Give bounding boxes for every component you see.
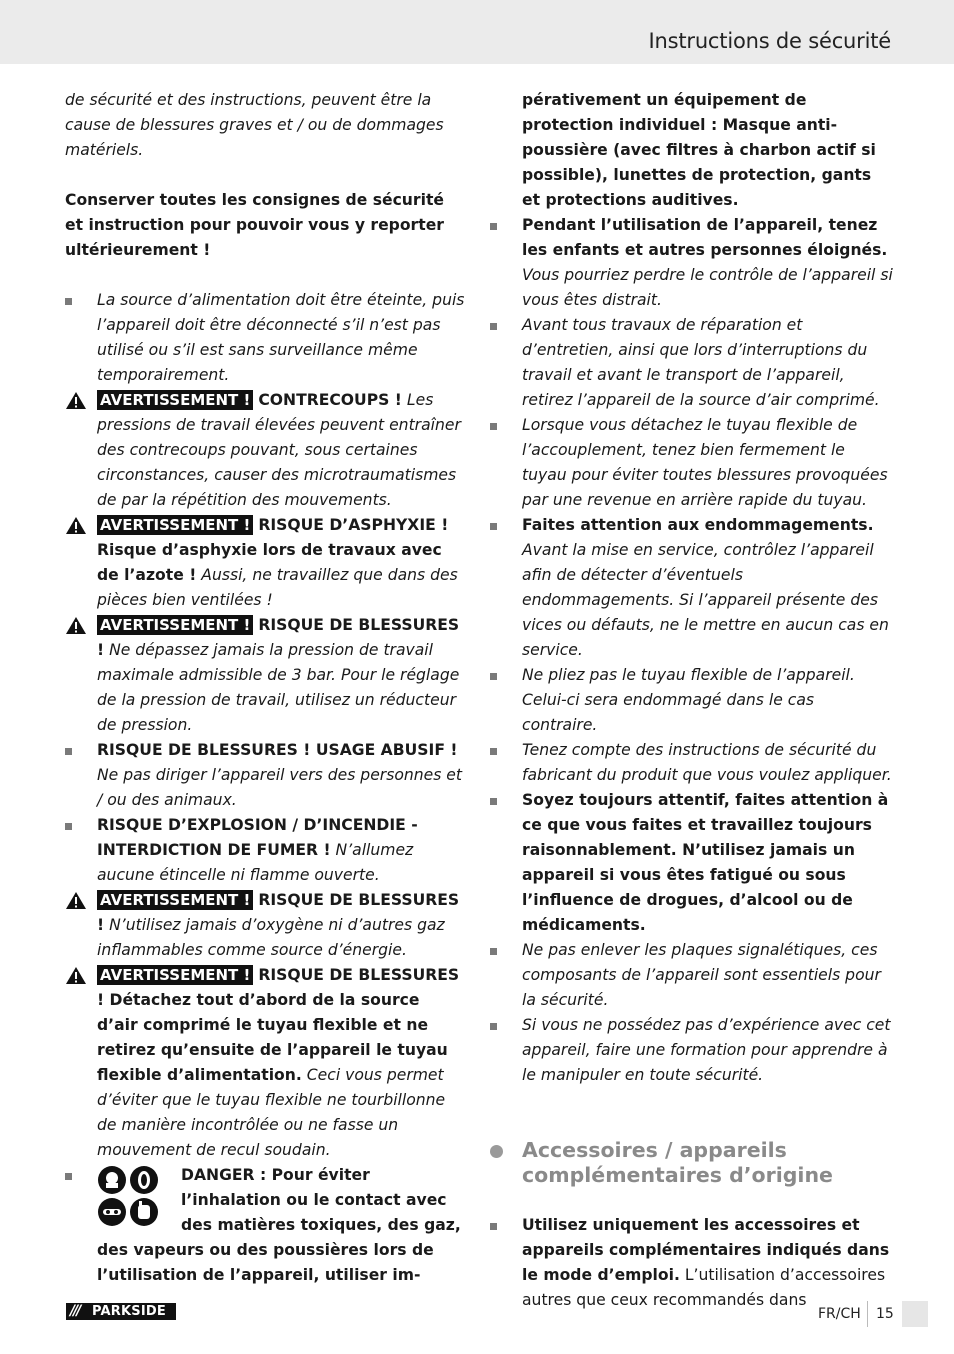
list-item	[490, 413, 894, 513]
section-heading	[490, 1138, 894, 1188]
warning-item	[65, 963, 465, 1163]
warning-item	[65, 613, 465, 738]
left-column	[65, 88, 465, 1288]
bullet-icon	[490, 323, 497, 330]
warning-triangle-icon	[65, 966, 87, 985]
manufacturer-text: Tenez compte des instructions de sécurité du fabricant du produit que vous voulez appliquer.	[522, 741, 892, 784]
page-number: 15	[876, 1306, 894, 1322]
list-item	[490, 513, 894, 663]
warning-label: AVERTISSEMENT !	[97, 965, 253, 985]
bullet-icon	[65, 298, 72, 305]
logo-slashes-icon: ///	[70, 1303, 80, 1319]
children-heading: Pendant l’utilisation de l’appareil, tenez les enfants et autres personnes éloignés.	[522, 216, 888, 259]
training-text: Si vous ne possédez pas d’expérience avec cet appareil, faire une formation pour apprendre à le manipuler en toute sécurité.	[522, 1016, 891, 1084]
list-item	[490, 663, 894, 738]
warning-label: AVERTISSEMENT !	[97, 390, 253, 410]
brand-logo	[66, 1303, 176, 1320]
section-bullet-icon	[490, 1145, 503, 1158]
warning-triangle-icon	[65, 391, 87, 410]
bullet-icon	[490, 1223, 497, 1230]
warning-item	[65, 388, 465, 513]
warning-heading: RISQUE DE BLESSURES ! Détachez tout d’abord de la source d’air comprimé le tuyau flexible et ne retirez qu’ensuite de l’appareil le tuyau flexible d’alimentation.	[97, 966, 460, 1084]
warning-item	[65, 888, 465, 963]
footer-tab-marker	[902, 1301, 928, 1327]
damage-text: Avant la mise en service, contrôlez l’appareil afin de détecter d’éventuels endommagements. Si l’appareil présente des vices ou défauts, ne le mettre en aucun cas en service.	[522, 541, 889, 659]
warning-triangle-icon	[65, 616, 87, 635]
list-item	[65, 813, 465, 888]
damage-heading: Faites attention aux endommagements.	[522, 516, 874, 534]
warning-label: AVERTISSEMENT !	[97, 615, 253, 635]
danger-item	[65, 1163, 465, 1288]
bullet-icon	[490, 798, 497, 805]
fold-text: Ne pliez pas le tuyau flexible de l’appareil. Celui-ci sera endommagé dans le cas contraire.	[522, 666, 855, 734]
ppe-icons	[97, 1165, 159, 1227]
locale-label: FR/CH	[818, 1306, 861, 1322]
footer-divider	[867, 1301, 868, 1327]
children-text: Vous pourriez perdre le contrôle de l’appareil si vous êtes distrait.	[522, 266, 893, 309]
accessories-heading: Utilisez uniquement les accessoires et appareils complémentaires indiqués dans le mode d’emploi.	[522, 1216, 890, 1284]
explosion-heading: RISQUE D’EXPLOSION / D’INCENDIE - INTERDICTION DE FUMER !	[97, 816, 418, 859]
bullet-icon	[490, 948, 497, 955]
list-item	[490, 213, 894, 313]
hose-text: Lorsque vous détachez le tuyau flexible de l’accouplement, tenez bien fermement le tuyau pour éviter toutes blessures provoquées par une revenue en arrière rapide du tuyau.	[522, 416, 888, 509]
warning-item	[65, 513, 465, 613]
list-item	[490, 738, 894, 788]
plates-text: Ne pas enlever les plaques signalétiques, ces composants de l’appareil sont essentiels pour la sécurité.	[522, 941, 881, 1009]
bullet-icon	[490, 748, 497, 755]
section-title: Accessoires / appareils complémentaires d’origine	[522, 1138, 833, 1187]
warning-heading: RISQUE DE BLESSURES !	[97, 616, 460, 659]
warning-heading: RISQUE DE BLESSURES !	[97, 891, 460, 934]
list-item	[490, 88, 894, 213]
bullet-icon	[490, 423, 497, 430]
list-item	[490, 938, 894, 1013]
warning-text: Ne dépassez jamais la pression de travail maximale admissible de 3 bar. Pour le réglage de la pression de travail, utilisez un réducteur de pression.	[97, 641, 460, 734]
warning-heading: RISQUE D’ASPHYXIE ! Risque d’asphyxie lors de travaux avec de l’azote !	[97, 516, 449, 584]
warning-text: Les pressions de travail élevées peuvent entraîner des contrecoups pouvant, sous certaines circonstances, causer des microtraumatismes de par la répétition des mouvements.	[97, 391, 461, 509]
list-item	[490, 313, 894, 413]
bullet-icon	[65, 823, 72, 830]
explosion-text: N’allumez aucune étincelle ni flamme ouverte.	[97, 841, 414, 884]
attentive-text: Soyez toujours attentif, faites attention à ce que vous faites et travaillez toujours raisonnablement. N’utilisez jamais un appareil si vous êtes fatigué ou sous l’influence de drogues, d’alcool ou de médicaments.	[522, 791, 889, 934]
danger-text: DANGER : Pour éviter l’inhalation ou le contact avec des matières toxiques, des gaz, des vapeurs ou des poussières lors de l’utilisation de l’appareil, utiliser im-	[97, 1166, 461, 1284]
warning-text: Ceci vous permet d’éviter que le tuyau flexible ne tourbillonne de manière incontrôlée ou ne fasse un mouvement de recul soudain.	[97, 1066, 446, 1159]
misuse-text: Ne pas diriger l’appareil vers des personnes et / ou des animaux.	[97, 766, 463, 809]
right-column	[490, 88, 894, 1313]
list-item	[490, 1013, 894, 1088]
repair-text: Avant tous travaux de réparation et d’entretien, ainsi que lors d’interruptions du travail et avant le transport de l’appareil, retirez l’appareil de la source d’air comprimé.	[522, 316, 880, 409]
warning-heading: CONTRECOUPS !	[258, 391, 402, 409]
accessories-text: L’utilisation d’accessoires autres que ceux recommandés dans	[522, 1266, 886, 1309]
bullet-icon	[65, 1173, 72, 1180]
list-item	[490, 788, 894, 938]
brand-name: PARKSIDE	[92, 1304, 166, 1319]
bullet-icon	[490, 673, 497, 680]
list-item	[65, 738, 465, 813]
warning-text: N’utilisez jamais d’oxygène ni d’autres gaz inflammables comme source d’énergie.	[97, 916, 445, 959]
warning-text: Aussi, ne travaillez que dans des pièces bien ventilées !	[97, 566, 458, 609]
warning-label: AVERTISSEMENT !	[97, 890, 253, 910]
bullet-icon	[65, 748, 72, 755]
list-item	[65, 288, 465, 388]
warning-label: AVERTISSEMENT !	[97, 515, 253, 535]
warning-triangle-icon	[65, 516, 87, 535]
intro-text: de sécurité et des instructions, peuvent être la cause de blessures graves et / ou de dommages matériels.	[65, 91, 444, 159]
keep-instructions-text: Conserver toutes les consignes de sécurité et instruction pour pouvoir vous y reporter ultérieurement !	[65, 191, 444, 259]
bullet-icon	[490, 523, 497, 530]
bullet-icon	[490, 1023, 497, 1030]
warning-triangle-icon	[65, 891, 87, 910]
ppe-continued-text: pérativement un équipement de protection individuel : Masque anti-poussière (avec filtres à charbon actif si possible), lunettes de protection, gants et protections auditives.	[522, 91, 876, 209]
list-item	[490, 1213, 894, 1313]
page-title: Instructions de sécurité	[648, 29, 891, 53]
misuse-heading: RISQUE DE BLESSURES ! USAGE ABUSIF !	[97, 741, 458, 759]
bullet-icon	[490, 223, 497, 230]
power-source-text: La source d’alimentation doit être éteinte, puis l’appareil doit être déconnecté s’il n’est pas utilisé ou s’il est sans surveillance même temporairement.	[97, 291, 465, 384]
